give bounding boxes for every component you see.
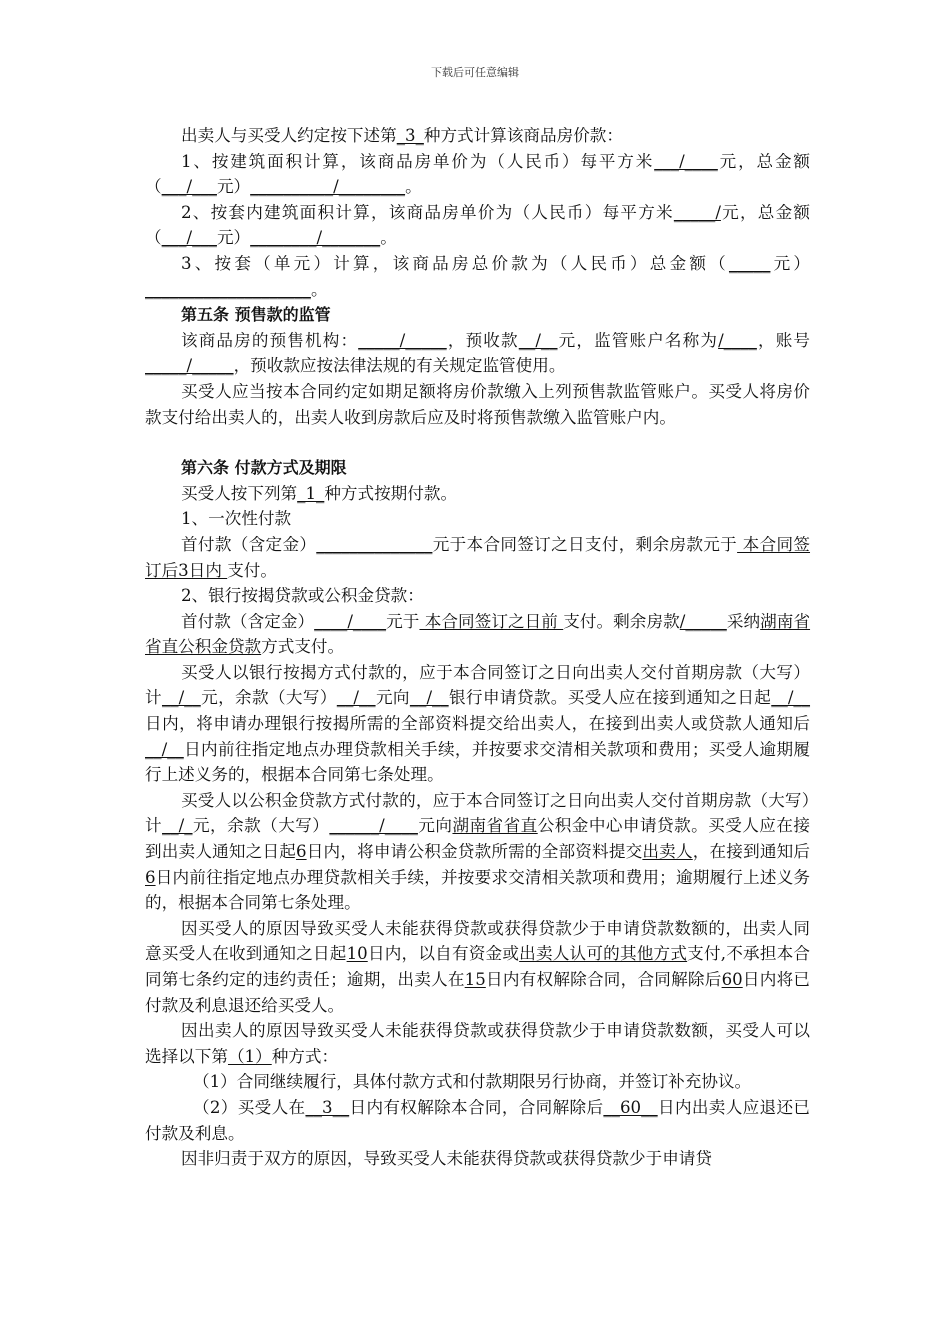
paragraph: [145, 149, 810, 200]
fill-in-blank: _____/_____: [358, 330, 447, 350]
fill-in-blank: 湖南省省直: [452, 816, 538, 836]
paragraph: [145, 123, 810, 149]
fill-in-blank: __/__: [518, 330, 558, 350]
paragraph: [145, 481, 810, 507]
paragraph: [145, 532, 810, 583]
text-run: 因非归责于双方的原因，导致买受人未能获得贷款或获得贷款少于申请贷: [181, 1149, 712, 1169]
text-run: 首付款（含定金）: [181, 534, 317, 554]
text-run: 种方式按期付款。: [324, 483, 458, 503]
paragraph: [145, 200, 810, 251]
text-run: 日内，将申请办理银行按揭所需的全部资料提交给出卖人，在接到出卖人或贷款人通知后: [145, 714, 810, 734]
fill-in-blank: （1）: [227, 1046, 272, 1066]
text-run: 支付。: [227, 560, 277, 580]
text-run: 元，余款（大写）: [192, 816, 330, 836]
text-run: 出卖人与买受人约定按下述第: [181, 126, 397, 145]
paragraph: [145, 328, 810, 379]
text-run: 因出卖人的原因导致买受人未能获得贷款或获得贷款少于申请贷款数额，买受人可以选择以下第: [145, 1021, 810, 1066]
text-run: 元，监管账户名称为: [557, 330, 719, 350]
paragraph: [145, 916, 810, 1018]
text-run: 支付,不承担本合同第七条约定的违约责任；逾期，出卖人在: [145, 944, 811, 989]
text-run: 首付款（含定金）: [181, 611, 315, 631]
section-heading: 第五条 预售款的监管: [181, 305, 331, 325]
paragraph-gap: [145, 430, 810, 455]
text-run: 元）: [770, 253, 811, 273]
fill-in-blank: __60__: [603, 1097, 658, 1117]
text-run: （1）合同继续履行，具体付款方式和付款期限另行协商，并签订补充协议。: [193, 1072, 752, 1092]
fill-in-blank: 湖南省省直公积金贷款: [145, 611, 811, 657]
fill-in-blank: __/__: [161, 688, 201, 708]
fill-in-blank: ________/_______: [250, 228, 381, 248]
fill-in-blank: /____: [718, 330, 757, 350]
fill-in-blank: ____________________: [145, 279, 311, 299]
paragraph: [145, 1018, 810, 1069]
text-run: 1、一次性付款: [181, 509, 292, 529]
text-run: 买受人按下列第: [181, 483, 298, 503]
text-run: 日内有权解除合同，合同解除后: [485, 970, 722, 989]
text-run: 元，总金额（: [145, 202, 811, 248]
text-run: 买受人以公积金贷款方式付款的，应于本合同签订之日向出卖人交付首期房款（大写）计: [145, 790, 810, 836]
text-run: 元于: [386, 611, 420, 631]
fill-in-blank: 出卖人认可的其他方式: [519, 944, 688, 964]
fill-in-blank: ____/____: [314, 611, 387, 631]
text-run: 元，余款（大写）: [200, 688, 337, 708]
text-run: 买受人应当按本合同约定如期足额将房价款缴入上列预售款监管账户。买受人将房价款支付给出卖人的，出卖人收到房款后应及时将预售款缴入监管账户内。: [145, 381, 810, 427]
text-run: 元于本合同签订之日支付，剩余房款元于: [432, 534, 738, 554]
text-run: 种方式计算该商品房价款：: [423, 126, 623, 145]
fill-in-blank: _____/_____: [145, 356, 234, 376]
text-run: ，在接到通知后: [692, 842, 811, 862]
text-run: 。: [405, 177, 422, 197]
fill-in-blank: __/__: [409, 688, 449, 708]
text-run: 1、按建筑面积计算，该商品房单价为（人民币）每平方米: [181, 151, 655, 171]
fill-in-blank: ______________: [316, 534, 433, 554]
text-run: 元）: [216, 177, 251, 197]
text-run: ，预收款: [446, 330, 519, 350]
text-run: 日内出卖人应退还已付款及利息。: [145, 1097, 811, 1143]
fill-in-blank: __/__: [771, 688, 811, 708]
fill-in-blank: 15: [464, 970, 486, 989]
paragraph: [145, 1095, 810, 1146]
text-run: 元向: [375, 688, 410, 708]
fill-in-blank: 6: [145, 867, 156, 887]
text-run: 该商品房的预售机构：: [181, 330, 359, 350]
text-run: 。: [380, 228, 397, 248]
paragraph: [145, 1069, 810, 1095]
fill-in-blank: 出卖人: [642, 842, 693, 862]
fill-in-blank: _____: [728, 253, 771, 273]
text-run: ，账号: [756, 330, 811, 350]
text-run: 银行申请贷款。买受人应在接到通知之日起: [448, 688, 772, 708]
text-run: 方式支付。: [261, 637, 345, 657]
paragraph: [145, 660, 810, 788]
fill-in-blank: __/__: [336, 688, 376, 708]
fill-in-blank: 10: [346, 944, 368, 964]
paragraph: [145, 583, 810, 609]
text-run: 支付。剩余房款: [563, 611, 680, 631]
fill-in-blank: __/_: [162, 816, 193, 836]
fill-in-blank: __3__: [305, 1097, 350, 1117]
text-run: 因买受人的原因导致买受人未能获得贷款或获得贷款少于申请贷款数额的，出卖人同意买受人在收到通知之日起: [145, 918, 810, 964]
fill-in-blank: ___/___: [161, 228, 217, 248]
text-run: 3、按套（单元）计算，该商品房总价款为（人民币）总金额（: [181, 253, 729, 273]
fill-in-blank: _1_: [297, 483, 325, 503]
paragraph: [145, 251, 810, 302]
fill-in-blank: 60: [721, 970, 743, 989]
text-run: 公积金中心申请贷款。买受人应在接到出卖人通知之日起: [145, 816, 810, 862]
text-run: 元，总金额（: [145, 151, 810, 197]
fill-in-blank: 本合同签订后3日内: [145, 534, 811, 580]
text-run: 买受人以银行按揭方式付款的，应于本合同签订之日向出卖人交付首期房款（大写）计: [145, 662, 810, 708]
text-run: 日内，以自有资金或: [367, 944, 520, 964]
text-run: 元）: [216, 228, 251, 248]
text-run: 日内前往指定地点办理贷款相关手续，并按要求交清相关款项和费用；买受人逾期履行上述义务的，根据本合同第七条处理。: [145, 739, 810, 785]
fill-in-blank: 本合同签订之日前: [419, 611, 564, 631]
fill-in-blank: _____/: [673, 202, 721, 222]
text-run: 采纳: [726, 611, 761, 631]
text-run: 2、按套内建筑面积计算，该商品房单价为（人民币）每平方米: [181, 202, 674, 222]
document-body: [145, 123, 810, 1172]
fill-in-blank: ______/____: [329, 816, 418, 836]
paragraph: [145, 379, 810, 430]
text-run: 日内，将申请公积金贷款所需的全部资料提交: [306, 842, 643, 862]
text-run: 日内有权解除本合同，合同解除后: [349, 1097, 604, 1117]
fill-in-blank: 6: [296, 842, 307, 862]
paragraph: [145, 609, 810, 660]
fill-in-blank: _3_: [396, 126, 424, 145]
page-header-note: 下载后可任意编辑: [431, 66, 519, 79]
text-run: 日内将已付款及利息退还给买受人。: [145, 970, 811, 1015]
text-run: 元向: [417, 816, 453, 836]
fill-in-blank: __________/________: [250, 177, 406, 197]
text-run: 。: [310, 279, 328, 299]
text-run: 2、银行按揭贷款或公积金贷款：: [181, 586, 424, 606]
fill-in-blank: __/__: [145, 739, 184, 759]
fill-in-blank: ___/___: [161, 177, 217, 197]
text-run: （2）买受人在: [193, 1097, 306, 1117]
section-heading: 第六条 付款方式及期限: [181, 458, 347, 478]
paragraph: [145, 506, 810, 532]
paragraph: [145, 788, 810, 916]
fill-in-blank: ___/____: [654, 151, 718, 171]
text-run: 日内前往指定地点办理贷款相关手续，并按要求交清相关款项和费用；逾期履行上述义务的，根据本合同第七条处理。: [145, 867, 810, 913]
text-run: 种方式：: [271, 1046, 339, 1066]
text-run: ，预收款应按法律法规的有关规定监管使用。: [233, 356, 566, 376]
fill-in-blank: /_____: [679, 611, 727, 631]
paragraph: [145, 1146, 810, 1172]
